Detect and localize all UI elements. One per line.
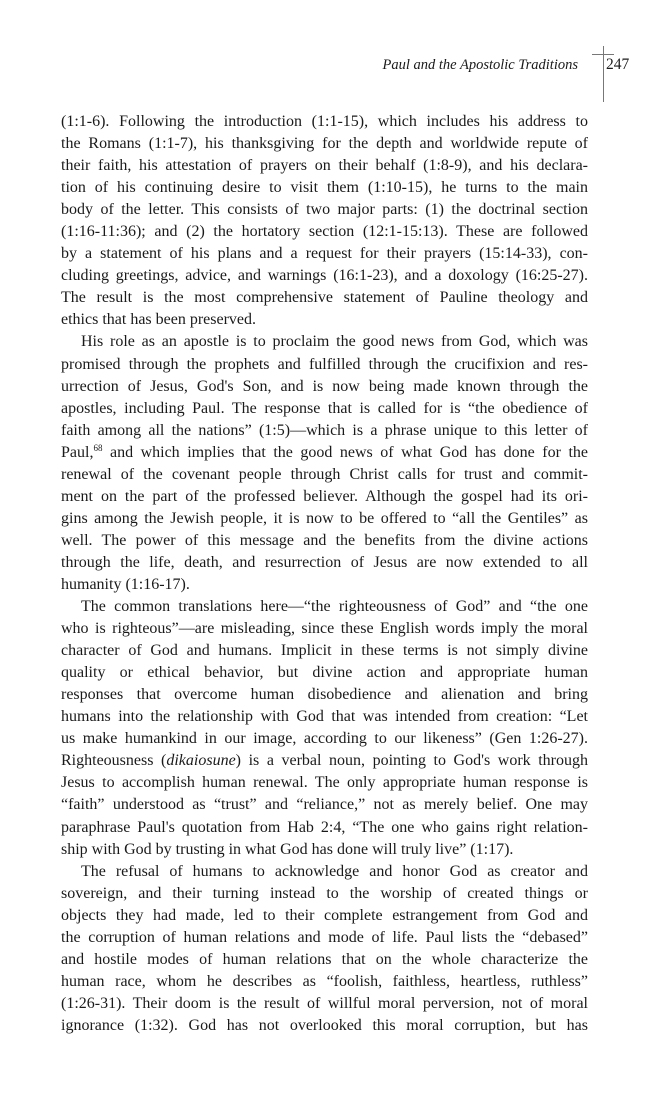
text-fragment: Righteousness ( [61,752,167,770]
text-line: tion of his continuing desire to visit them (1:10-15), he turns to the main [61,179,588,197]
page-number: 247 [606,56,630,73]
text-line: character of God and humans. Implicit in these terms is not simply divine [61,642,588,660]
text-line: apostles, including Paul. The response that is called for is “the obedience of [61,399,588,417]
text-line: humanity (1:16-17). [61,575,190,593]
paragraph-3 [61,596,588,861]
text-line: Jesus to accomplish human renewal. The only appropriate human response is [61,774,588,792]
text-line: ship with God by trusting in what God has done will truly live” (1:17). [61,840,514,858]
text-line: ethics that has been preserved. [61,311,257,329]
text-line: through the life, death, and resurrection of Jesus are now extended to all [61,553,588,571]
running-head: Paul and the Apostolic Traditions [382,57,578,73]
text-line: responses that overcome human disobedience and alienation and bring [61,686,588,704]
paragraph-2 [61,331,588,596]
text-line: ignorance (1:32). God has not overlooked this moral corruption, but has [61,1016,588,1034]
text-line: paraphrase Paul's quotation from Hab 2:4, “The one who gains right relation- [61,818,588,836]
text-line: human race, whom he describes as “foolish, faithless, heartless, ruthless” [61,972,588,990]
text-line: the Romans (1:1-7), his thanksgiving for the depth and worldwide repute of [61,135,588,153]
text-line: renewal of the covenant people through Christ calls for trust and commit- [61,465,588,483]
text-line: cluding greetings, advice, and warnings (16:1-23), and a doxology (16:25-27). [61,267,588,285]
header-rule-vertical [603,46,604,102]
text-line-with-footnote [61,442,588,464]
paragraph-1 [61,111,588,331]
text-line: objects they had made, led to their complete estrangement from God and [61,906,588,924]
text-line: The refusal of humans to acknowledge and honor God as creator and [81,862,588,880]
text-fragment: Paul, [61,443,94,461]
body-text [61,111,588,1037]
text-line: promised through the prophets and fulfilled through the crucifixion and res- [61,355,588,373]
footnote-reference: 68 [93,442,103,453]
text-line: (1:16-11:36); and (2) the hortatory section (12:1-15:13). These are followed [61,223,588,241]
text-line: “faith” understood as “trust” and “reliance,” not as merely belief. One may [61,796,588,814]
text-line: ment on the part of the professed believer. Although the gospel had its ori- [61,487,588,505]
text-line: (1:26-31). Their doom is the result of willful moral perversion, not of moral [61,994,588,1012]
paragraph-4 [61,861,588,1037]
text-line: (1:1-6). Following the introduction (1:1-15), which includes his address to [61,113,588,130]
text-line-with-term [61,750,588,772]
text-line: His role as an apostle is to proclaim the good news from God, which was [81,333,588,351]
text-line: humans into the relationship with God that was intended from creation: “Let [61,708,588,726]
greek-term: dikaiosune [166,752,236,770]
text-line: The common translations here—“the righteousness of God” and “the one [81,598,588,616]
text-line: and hostile modes of human relations that on the whole characterize the [61,950,588,968]
text-line: The result is the most comprehensive statement of Pauline theology and [61,289,588,307]
text-line: us make humankind in our image, according to our likeness” (Gen 1:26-27). [61,730,588,748]
text-fragment: ) is a verbal noun, pointing to God's work through [235,752,588,770]
text-line: well. The power of this message and the benefits from the divine actions [61,531,588,549]
text-line: faith among all the nations” (1:5)—which is a phrase unique to this letter of [61,421,588,439]
text-fragment: and which implies that the good news of what God has done for the [102,443,588,461]
text-line: the corruption of human relations and mode of life. Paul lists the “debased” [61,928,588,946]
text-line: body of the letter. This consists of two major parts: (1) the doctrinal section [61,201,588,219]
text-line: quality or ethical behavior, but divine action and appropriate human [61,664,588,682]
text-line: gins among the Jewish people, it is now to be offered to “all the Gentiles” as [61,509,588,527]
text-line: who is righteous”—are misleading, since these English words imply the moral [61,620,588,638]
text-line: sovereign, and their turning instead to the worship of created things or [61,884,588,902]
text-line: urrection of Jesus, God's Son, and is now being made known through the [61,377,588,395]
text-line: their faith, his attestation of prayers on their behalf (1:8-9), and his declara- [61,157,588,175]
text-line: by a statement of his plans and a request for their prayers (15:14-33), con- [61,245,588,263]
